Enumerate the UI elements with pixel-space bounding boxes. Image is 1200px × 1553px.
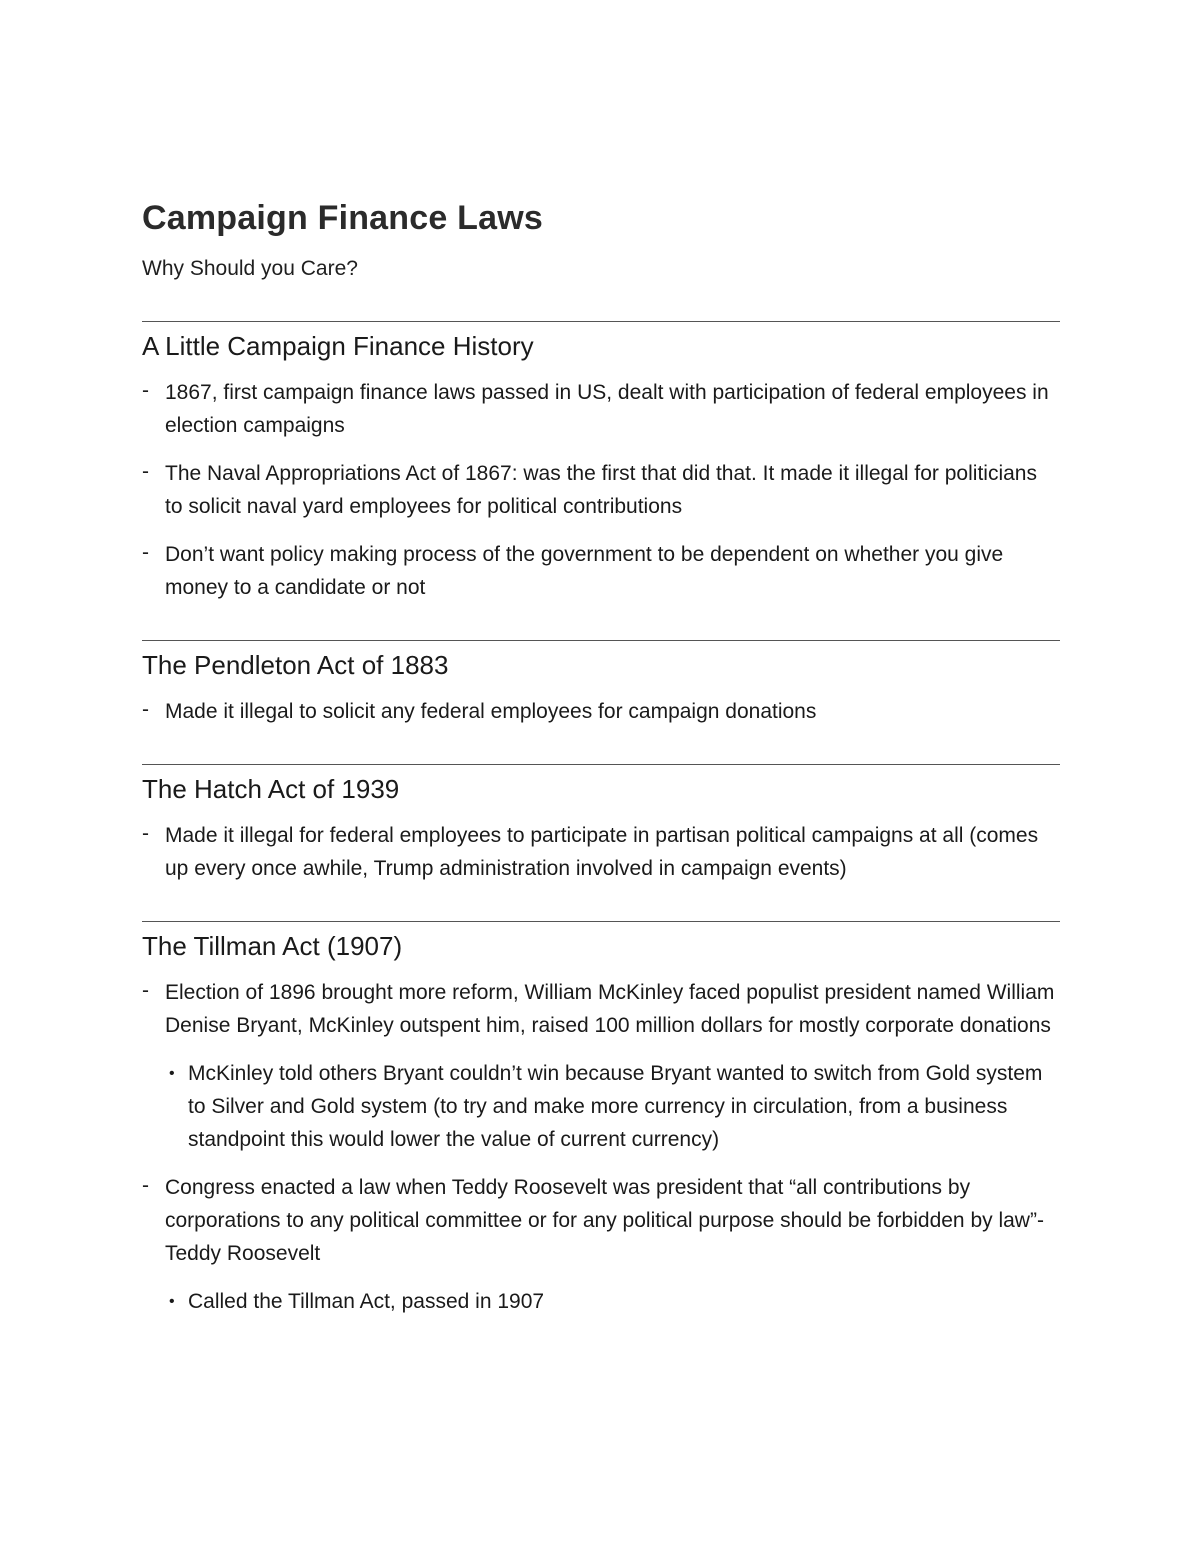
- bullet-list: [142, 376, 1060, 604]
- list-item: [142, 1171, 1060, 1318]
- bullet-marker: •: [169, 1065, 175, 1082]
- list-item: [142, 976, 1060, 1156]
- section-pendleton-act: [142, 640, 1060, 728]
- sub-list-item: [165, 1285, 1060, 1318]
- document-page: [142, 196, 1060, 1318]
- bullet-list: [142, 976, 1060, 1318]
- dash-marker: -: [142, 1174, 149, 1197]
- section-heading: The Tillman Act (1907): [142, 931, 403, 961]
- section-heading: A Little Campaign Finance History: [142, 331, 534, 361]
- dash-marker: -: [142, 698, 149, 721]
- sub-list-item-text: McKinley told others Bryant couldn’t win because Bryant wanted to switch from Gold system to Silver and Gold system (to try and make more currency in circulation, from a business standpoint this would lower the value of current currency): [188, 1062, 1043, 1151]
- bullet-list: [142, 819, 1060, 885]
- section-heading: The Pendleton Act of 1883: [142, 650, 449, 680]
- list-item-text: Don’t want policy making process of the government to be dependent on whether you give money to a candidate or not: [165, 543, 1004, 599]
- list-item: [142, 376, 1060, 442]
- sub-list-item-text: Called the Tillman Act, passed in 1907: [188, 1290, 545, 1313]
- list-item: [142, 538, 1060, 604]
- document-subtitle: Why Should you Care?: [142, 257, 358, 280]
- list-item: [142, 457, 1060, 523]
- bullet-marker: •: [169, 1293, 175, 1310]
- document-title: Campaign Finance Laws: [142, 199, 543, 237]
- dash-marker: -: [142, 979, 149, 1002]
- sub-list-item: [165, 1057, 1060, 1156]
- section-heading: The Hatch Act of 1939: [142, 774, 400, 804]
- list-item-text: The Naval Appropriations Act of 1867: was the first that did that. It made it illegal for politicians to solicit naval yard employees for political contributions: [165, 462, 1037, 518]
- bullet-list: [142, 695, 1060, 728]
- dash-marker: -: [142, 541, 149, 564]
- section-hatch-act: [142, 764, 1060, 885]
- dash-marker: -: [142, 460, 149, 483]
- sub-bullet-list: [165, 1285, 1060, 1318]
- list-item-text: Made it illegal to solicit any federal employees for campaign donations: [165, 700, 817, 723]
- list-item-text: Election of 1896 brought more reform, William McKinley faced populist president named William Denise Bryant, McKinley outspent him, raised 100 million dollars for mostly corporate donations: [165, 981, 1055, 1037]
- dash-marker: -: [142, 822, 149, 845]
- list-item: [142, 695, 1060, 728]
- list-item-text: Congress enacted a law when Teddy Roosevelt was president that “all contributions by corporations to any political committee or for any political purpose should be forbidden by law”- Teddy Roosevelt: [165, 1176, 1044, 1265]
- list-item-text: Made it illegal for federal employees to participate in partisan political campaigns at all (comes up every once awhile, Trump administration involved in campaign events): [165, 824, 1039, 880]
- sub-bullet-list: [165, 1057, 1060, 1156]
- list-item: [142, 819, 1060, 885]
- dash-marker: -: [142, 379, 149, 402]
- list-item-text: 1867, first campaign finance laws passed in US, dealt with participation of federal employees in election campaigns: [165, 381, 1049, 437]
- section-campaign-finance-history: [142, 321, 1060, 604]
- section-tillman-act: [142, 921, 1060, 1318]
